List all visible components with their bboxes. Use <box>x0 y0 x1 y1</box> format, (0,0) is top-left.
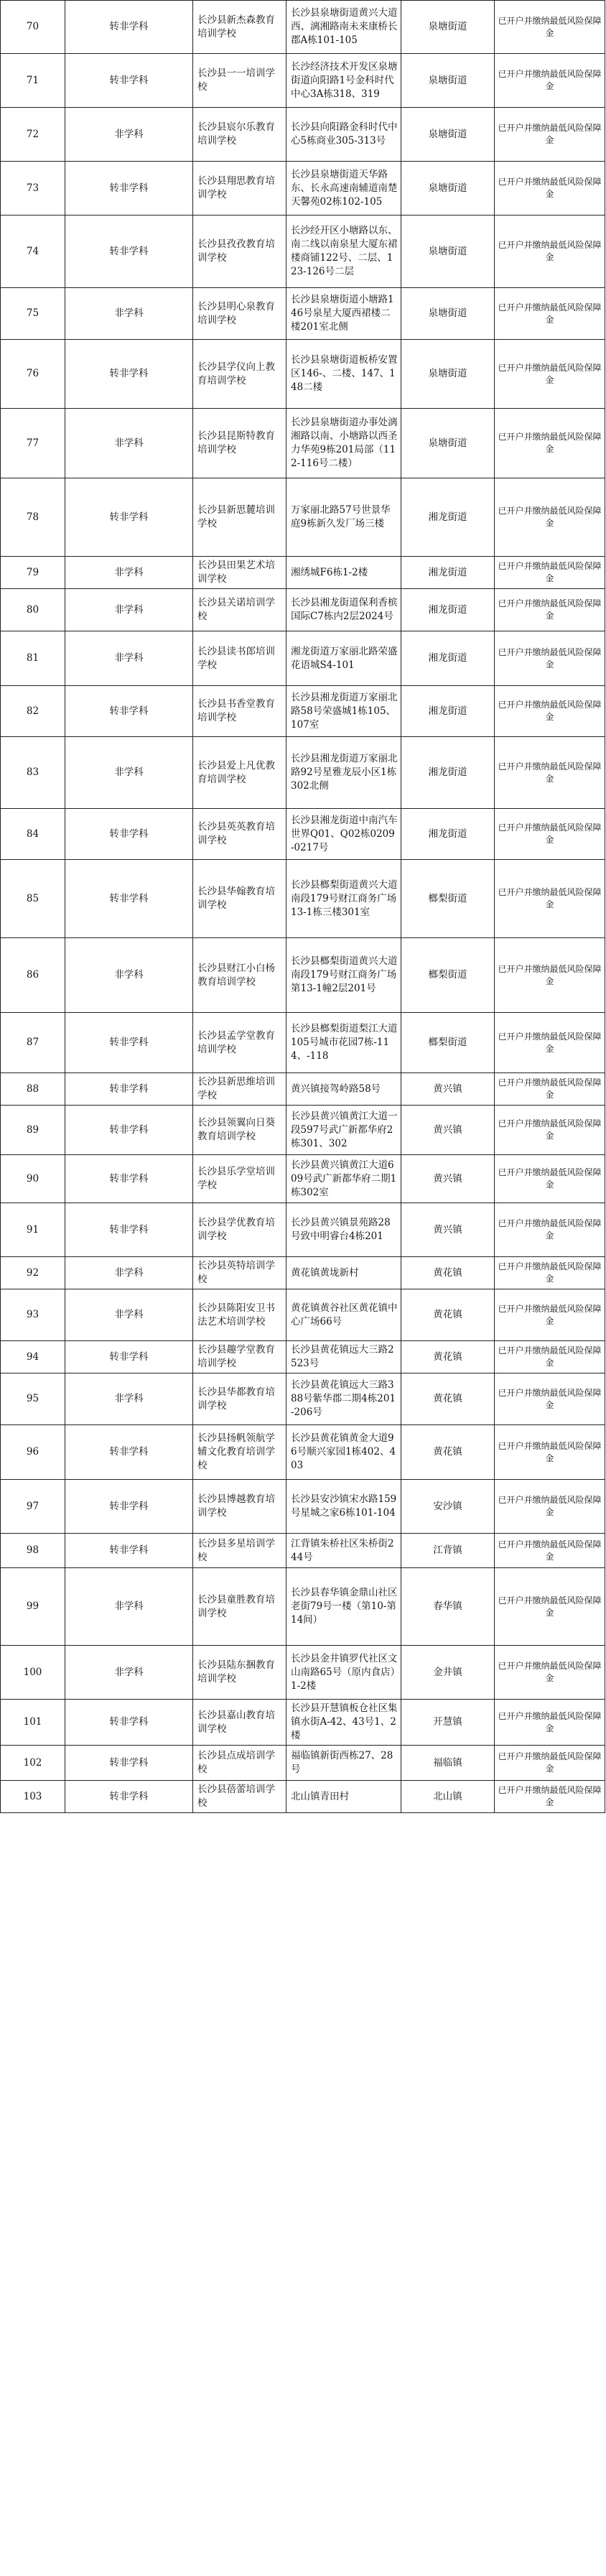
street-name: 泉塘街道 <box>401 1 495 54</box>
school-address: 长沙县榔梨街道梨江大道105号城市花园7栋-114、-118 <box>286 1013 401 1073</box>
account-status: 已开户并缴纳最低风险保障金 <box>495 162 605 216</box>
school-address: 长沙县泉塘街道天华路东、长永高速南辅道南楚天馨苑02栋102-105 <box>286 162 401 216</box>
street-name: 榔梨街道 <box>401 860 495 938</box>
school-name: 长沙县一一培训学校 <box>193 54 286 108</box>
street-name: 北山镇 <box>401 1781 495 1813</box>
school-address: 长沙县金井镇罗代社区文山南路65号（原内食店）1-2楼 <box>286 1646 401 1700</box>
school-address: 黄兴镇接驾岭路58号 <box>286 1073 401 1106</box>
row-number: 101 <box>1 1700 65 1746</box>
school-name: 长沙县多星培训学校 <box>193 1534 286 1568</box>
row-type: 转非学科 <box>65 1155 193 1203</box>
account-status: 已开户并缴纳最低风险保障金 <box>495 409 605 478</box>
table-body <box>1 1 605 1813</box>
account-status: 已开户并缴纳最低风险保障金 <box>495 1534 605 1568</box>
account-status: 已开户并缴纳最低风险保障金 <box>495 860 605 938</box>
row-number: 93 <box>1 1289 65 1341</box>
school-address: 长沙县湘龙街道万家丽北路92号星雅龙辰小区1栋302北侧 <box>286 737 401 809</box>
school-name: 长沙县点成培训学校 <box>193 1746 286 1781</box>
street-name: 春华镇 <box>401 1568 495 1646</box>
row-number: 81 <box>1 631 65 686</box>
school-address: 长沙县湘龙街道保利香槟国际C7栋内2层2024号 <box>286 589 401 631</box>
table-row <box>1 340 605 409</box>
street-name: 湘龙街道 <box>401 557 495 589</box>
school-name: 长沙县财江小白杨教育培训学校 <box>193 938 286 1013</box>
school-name: 长沙县华翰教育培训学校 <box>193 860 286 938</box>
school-name: 长沙县领翼向日葵教育培训学校 <box>193 1106 286 1155</box>
school-name: 长沙县新思麓培训学校 <box>193 478 286 557</box>
row-type: 转非学科 <box>65 216 193 288</box>
row-type: 转非学科 <box>65 162 193 216</box>
row-type: 转非学科 <box>65 340 193 409</box>
account-status: 已开户并缴纳最低风险保障金 <box>495 1646 605 1700</box>
school-name: 长沙县翔思教育培训学校 <box>193 162 286 216</box>
row-number: 72 <box>1 108 65 162</box>
table-row <box>1 809 605 860</box>
street-name: 榔梨街道 <box>401 1013 495 1073</box>
table-row <box>1 557 605 589</box>
school-name: 长沙县趣学堂教育培训学校 <box>193 1341 286 1373</box>
row-type: 转非学科 <box>65 1106 193 1155</box>
table-row <box>1 1568 605 1646</box>
account-status: 已开户并缴纳最低风险保障金 <box>495 938 605 1013</box>
school-name: 长沙县读书郎培训学校 <box>193 631 286 686</box>
school-address: 万家丽北路57号世景华庭9栋新久发厂场三楼 <box>286 478 401 557</box>
school-address: 长沙县榔梨街道黄兴大道南段179号财江商务广场13-1栋三楼301室 <box>286 860 401 938</box>
table-row <box>1 1646 605 1700</box>
table-row <box>1 1289 605 1341</box>
street-name: 安沙镇 <box>401 1480 495 1534</box>
table-row <box>1 589 605 631</box>
school-name: 长沙县书香堂教育培训学校 <box>193 686 286 737</box>
table-row <box>1 1534 605 1568</box>
school-address: 长沙县榔梨街道黄兴大道南段179号财江商务广场第13-1幢2层201号 <box>286 938 401 1013</box>
table-row <box>1 1425 605 1480</box>
table-row <box>1 631 605 686</box>
account-status: 已开户并缴纳最低风险保障金 <box>495 54 605 108</box>
school-address: 长沙县向阳路金科时代中心5栋商业305-313号 <box>286 108 401 162</box>
street-name: 湘龙街道 <box>401 809 495 860</box>
school-address: 长沙县黄花镇远大三路2523号 <box>286 1341 401 1373</box>
row-number: 82 <box>1 686 65 737</box>
school-address: 长沙县湘龙街道中南汽车世界Q01、Q02栋0209-0217号 <box>286 809 401 860</box>
street-name: 湘龙街道 <box>401 737 495 809</box>
row-number: 103 <box>1 1781 65 1813</box>
school-name: 长沙县宸尔乐教育培训学校 <box>193 108 286 162</box>
row-number: 99 <box>1 1568 65 1646</box>
table-row <box>1 1480 605 1534</box>
school-address: 黄花镇黄谷社区黄花镇中心广场66号 <box>286 1289 401 1341</box>
school-name: 长沙县嘉山教育培训学校 <box>193 1700 286 1746</box>
account-status: 已开户并缴纳最低风险保障金 <box>495 108 605 162</box>
account-status: 已开户并缴纳最低风险保障金 <box>495 340 605 409</box>
street-name: 湘龙街道 <box>401 631 495 686</box>
row-type: 非学科 <box>65 409 193 478</box>
school-name: 长沙县童胜教育培训学校 <box>193 1568 286 1646</box>
school-name: 长沙县新杰森教育培训学校 <box>193 1 286 54</box>
school-address: 北山镇青田村 <box>286 1781 401 1813</box>
school-name: 长沙县孜孜教育培训学校 <box>193 216 286 288</box>
street-name: 黄兴镇 <box>401 1106 495 1155</box>
row-type: 非学科 <box>65 1568 193 1646</box>
table-row <box>1 1073 605 1106</box>
account-status: 已开户并缴纳最低风险保障金 <box>495 288 605 340</box>
table-row <box>1 1203 605 1257</box>
table-row <box>1 737 605 809</box>
school-address: 长沙经开区小塘路以东、南二线以南泉星大厦东裙楼商铺122号、二层、123-126号二层 <box>286 216 401 288</box>
row-type: 转非学科 <box>65 1480 193 1534</box>
account-status: 已开户并缴纳最低风险保障金 <box>495 216 605 288</box>
table-row <box>1 1373 605 1425</box>
street-name: 泉塘街道 <box>401 54 495 108</box>
row-number: 95 <box>1 1373 65 1425</box>
row-type: 非学科 <box>65 1257 193 1289</box>
row-type: 转非学科 <box>65 1746 193 1781</box>
account-status: 已开户并缴纳最低风险保障金 <box>495 557 605 589</box>
street-name: 黄兴镇 <box>401 1073 495 1106</box>
school-name: 长沙县华都教育培训学校 <box>193 1373 286 1425</box>
street-name: 泉塘街道 <box>401 288 495 340</box>
account-status: 已开户并缴纳最低风险保障金 <box>495 1257 605 1289</box>
row-number: 98 <box>1 1534 65 1568</box>
street-name: 开慧镇 <box>401 1700 495 1746</box>
table-row <box>1 686 605 737</box>
table-row <box>1 1746 605 1781</box>
account-status: 已开户并缴纳最低风险保障金 <box>495 631 605 686</box>
account-status: 已开户并缴纳最低风险保障金 <box>495 1746 605 1781</box>
row-type: 非学科 <box>65 1646 193 1700</box>
school-address: 长沙县黄花镇远大三路388号紫华郡二期4栋201-206号 <box>286 1373 401 1425</box>
table-row <box>1 1341 605 1373</box>
account-status: 已开户并缴纳最低风险保障金 <box>495 1289 605 1341</box>
street-name: 湘龙街道 <box>401 478 495 557</box>
table-row <box>1 478 605 557</box>
account-status: 已开户并缴纳最低风险保障金 <box>495 1373 605 1425</box>
row-type: 非学科 <box>65 737 193 809</box>
street-name: 黄花镇 <box>401 1257 495 1289</box>
row-number: 97 <box>1 1480 65 1534</box>
row-number: 87 <box>1 1013 65 1073</box>
row-number: 79 <box>1 557 65 589</box>
row-number: 94 <box>1 1341 65 1373</box>
school-address: 长沙县泉塘街道小塘路146号泉星大厦西裙楼二楼201室北侧 <box>286 288 401 340</box>
row-type: 转非学科 <box>65 1 193 54</box>
row-type: 转非学科 <box>65 478 193 557</box>
table-row <box>1 860 605 938</box>
table-row <box>1 108 605 162</box>
school-address: 长沙县黄兴镇黄江大道一段597号武广新都华府2栋301、302 <box>286 1106 401 1155</box>
table-row <box>1 938 605 1013</box>
account-status: 已开户并缴纳最低风险保障金 <box>495 737 605 809</box>
school-name: 长沙县博越教育培训学校 <box>193 1480 286 1534</box>
row-number: 92 <box>1 1257 65 1289</box>
table-row <box>1 216 605 288</box>
school-name: 长沙县英特培训学校 <box>193 1257 286 1289</box>
row-type: 转非学科 <box>65 1341 193 1373</box>
school-address: 长沙县春华镇金鼎山社区老街79号一楼（第10-第14间） <box>286 1568 401 1646</box>
row-number: 80 <box>1 589 65 631</box>
school-address: 黄花镇黄垅新村 <box>286 1257 401 1289</box>
row-type: 非学科 <box>65 938 193 1013</box>
row-type: 转非学科 <box>65 1700 193 1746</box>
row-type: 转非学科 <box>65 1203 193 1257</box>
school-name: 长沙县扬帆领航学辅文化教育培训学校 <box>193 1425 286 1480</box>
row-number: 96 <box>1 1425 65 1480</box>
school-address: 长沙县开慧镇板仓社区集镇水街A-42、43号1、2楼 <box>286 1700 401 1746</box>
school-name: 长沙县孟学堂教育培训学校 <box>193 1013 286 1073</box>
street-name: 湘龙街道 <box>401 589 495 631</box>
school-name: 长沙县昆斯特教育培训学校 <box>193 409 286 478</box>
row-type: 非学科 <box>65 631 193 686</box>
account-status: 已开户并缴纳最低风险保障金 <box>495 1700 605 1746</box>
school-address: 长沙县泉塘街道板桥安置区146-、二楼、147、148二楼 <box>286 340 401 409</box>
street-name: 泉塘街道 <box>401 340 495 409</box>
school-address: 福临镇新街西栋27、28号 <box>286 1746 401 1781</box>
row-number: 91 <box>1 1203 65 1257</box>
school-address: 湘绣城F6栋1-2楼 <box>286 557 401 589</box>
row-number: 75 <box>1 288 65 340</box>
row-number: 78 <box>1 478 65 557</box>
school-name: 长沙县田果艺术培训学校 <box>193 557 286 589</box>
table-row <box>1 1781 605 1813</box>
school-name: 长沙县学优教育培训学校 <box>193 1203 286 1257</box>
school-name: 长沙县乐学堂培训学校 <box>193 1155 286 1203</box>
street-name: 金井镇 <box>401 1646 495 1700</box>
row-type: 非学科 <box>65 1373 193 1425</box>
street-name: 泉塘街道 <box>401 216 495 288</box>
account-status: 已开户并缴纳最低风险保障金 <box>495 1341 605 1373</box>
account-status: 已开户并缴纳最低风险保障金 <box>495 589 605 631</box>
school-address: 江背镇朱桥社区朱桥街244号 <box>286 1534 401 1568</box>
street-name: 泉塘街道 <box>401 162 495 216</box>
school-address: 长沙县安沙镇宋水路159号星城之家6栋101-104 <box>286 1480 401 1534</box>
table-row <box>1 1 605 54</box>
table-row <box>1 1013 605 1073</box>
school-address: 长沙县湘龙街道万家丽北路58号荣盛城1栋105、107室 <box>286 686 401 737</box>
school-address: 长沙县黄兴镇景苑路28号致中明睿台4栋201 <box>286 1203 401 1257</box>
account-status: 已开户并缴纳最低风险保障金 <box>495 478 605 557</box>
account-status: 已开户并缴纳最低风险保障金 <box>495 1073 605 1106</box>
row-number: 73 <box>1 162 65 216</box>
street-name: 泉塘街道 <box>401 108 495 162</box>
account-status: 已开户并缴纳最低风险保障金 <box>495 1106 605 1155</box>
account-status: 已开户并缴纳最低风险保障金 <box>495 1480 605 1534</box>
street-name: 福临镇 <box>401 1746 495 1781</box>
school-address: 长沙县黄兴镇黄江大道609号武广新都华府二期1栋302室 <box>286 1155 401 1203</box>
row-type: 转非学科 <box>65 1781 193 1813</box>
row-number: 89 <box>1 1106 65 1155</box>
school-address: 长沙县黄花镇黄金大道96号顺兴家园1栋402、403 <box>286 1425 401 1480</box>
school-address: 湘龙街道万家丽北路荣盛花语城S4-101 <box>286 631 401 686</box>
street-name: 黄兴镇 <box>401 1155 495 1203</box>
row-type: 非学科 <box>65 108 193 162</box>
account-status: 已开户并缴纳最低风险保障金 <box>495 809 605 860</box>
street-name: 黄花镇 <box>401 1425 495 1480</box>
row-number: 70 <box>1 1 65 54</box>
school-name: 长沙县陈阳安卫书法艺术培训学校 <box>193 1289 286 1341</box>
account-status: 已开户并缴纳最低风险保障金 <box>495 1 605 54</box>
street-name: 湘龙街道 <box>401 686 495 737</box>
table-row <box>1 288 605 340</box>
account-status: 已开户并缴纳最低风险保障金 <box>495 1568 605 1646</box>
row-number: 76 <box>1 340 65 409</box>
row-number: 74 <box>1 216 65 288</box>
school-name: 长沙县蓓蕾培训学校 <box>193 1781 286 1813</box>
table-row <box>1 1155 605 1203</box>
street-name: 黄花镇 <box>401 1289 495 1341</box>
account-status: 已开户并缴纳最低风险保障金 <box>495 1781 605 1813</box>
row-type: 转非学科 <box>65 1013 193 1073</box>
account-status: 已开户并缴纳最低风险保障金 <box>495 1203 605 1257</box>
row-type: 转非学科 <box>65 860 193 938</box>
school-name: 长沙县爱上凡优教育培训学校 <box>193 737 286 809</box>
table-row <box>1 162 605 216</box>
school-address: 长沙县泉塘街道黄兴大道西、漓湘路南未来康桥长郡A栋101-105 <box>286 1 401 54</box>
school-name: 长沙县明心泉教育培训学校 <box>193 288 286 340</box>
street-name: 黄花镇 <box>401 1341 495 1373</box>
row-type: 转非学科 <box>65 1534 193 1568</box>
row-number: 71 <box>1 54 65 108</box>
school-address: 长沙经济技术开发区泉塘街道向阳路1号金科时代中心3A栋318、319 <box>286 54 401 108</box>
table-row <box>1 409 605 478</box>
row-number: 83 <box>1 737 65 809</box>
street-name: 黄花镇 <box>401 1373 495 1425</box>
row-type: 非学科 <box>65 288 193 340</box>
row-type: 非学科 <box>65 557 193 589</box>
row-number: 86 <box>1 938 65 1013</box>
table-row <box>1 54 605 108</box>
row-number: 88 <box>1 1073 65 1106</box>
street-name: 榔梨街道 <box>401 938 495 1013</box>
account-status: 已开户并缴纳最低风险保障金 <box>495 686 605 737</box>
row-type: 转非学科 <box>65 1073 193 1106</box>
school-name: 长沙县陆东捆教育培训学校 <box>193 1646 286 1700</box>
school-name: 长沙县学仪向上教育培训学校 <box>193 340 286 409</box>
row-type: 转非学科 <box>65 54 193 108</box>
row-type: 非学科 <box>65 589 193 631</box>
row-type: 转非学科 <box>65 1425 193 1480</box>
school-name: 长沙县关诺培训学校 <box>193 589 286 631</box>
row-type: 非学科 <box>65 1289 193 1341</box>
school-name: 长沙县新思维培训学校 <box>193 1073 286 1106</box>
row-number: 100 <box>1 1646 65 1700</box>
table-row <box>1 1700 605 1746</box>
account-status: 已开户并缴纳最低风险保障金 <box>495 1013 605 1073</box>
street-name: 泉塘街道 <box>401 409 495 478</box>
account-status: 已开户并缴纳最低风险保障金 <box>495 1155 605 1203</box>
row-number: 84 <box>1 809 65 860</box>
school-address: 长沙县泉塘街道办事处漓湘路以南、小塘路以西圣力华苑9栋201局部（112-116号二楼） <box>286 409 401 478</box>
school-name: 长沙县英英教育培训学校 <box>193 809 286 860</box>
row-number: 102 <box>1 1746 65 1781</box>
account-status: 已开户并缴纳最低风险保障金 <box>495 1425 605 1480</box>
street-name: 黄兴镇 <box>401 1203 495 1257</box>
row-number: 85 <box>1 860 65 938</box>
row-number: 77 <box>1 409 65 478</box>
table-row <box>1 1106 605 1155</box>
street-name: 江背镇 <box>401 1534 495 1568</box>
table-row <box>1 1257 605 1289</box>
row-number: 90 <box>1 1155 65 1203</box>
row-type: 转非学科 <box>65 686 193 737</box>
row-type: 转非学科 <box>65 809 193 860</box>
